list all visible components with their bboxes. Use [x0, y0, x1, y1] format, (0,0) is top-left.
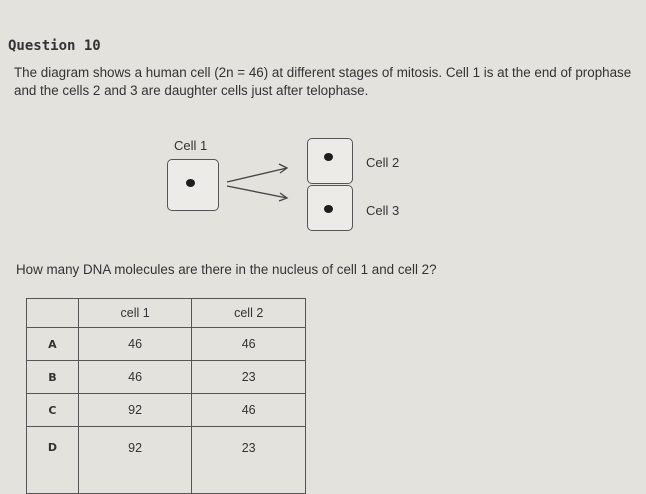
answer-row-a[interactable] [27, 328, 306, 361]
cell-2-value: 23 [192, 427, 306, 494]
answer-row-d[interactable] [27, 427, 306, 494]
cell-3-nucleus [324, 205, 333, 213]
header-blank [27, 299, 79, 328]
cell-2-value: 46 [192, 328, 306, 361]
cell-1-value: 92 [78, 427, 192, 494]
option-letter[interactable]: C [27, 394, 79, 427]
cell-1-box [167, 159, 219, 211]
cell-2-value: 23 [192, 361, 306, 394]
option-letter[interactable]: B [27, 361, 79, 394]
cell-2-box [307, 138, 353, 184]
answer-table-header [27, 299, 306, 328]
cell-3-box [307, 185, 353, 231]
option-letter[interactable]: A [27, 328, 79, 361]
header-cell-2: cell 2 [192, 299, 306, 328]
cell-2-nucleus [324, 153, 333, 161]
question-prompt: How many DNA molecules are there in the nucleus of cell 1 and cell 2? [16, 262, 437, 277]
answer-table [26, 298, 306, 494]
cell-1-nucleus [186, 179, 195, 187]
option-letter[interactable]: D [27, 427, 79, 494]
cell-2-value: 46 [192, 394, 306, 427]
header-cell-1: cell 1 [78, 299, 192, 328]
cell-2-label: Cell 2 [366, 155, 400, 170]
cell-3-label: Cell 3 [366, 203, 400, 218]
question-title: Question 10 [8, 38, 101, 54]
arrow-to-cell-3 [227, 186, 287, 201]
division-arrows [225, 162, 295, 202]
arrow-to-cell-2 [227, 164, 287, 182]
question-intro: The diagram shows a human cell (2n = 46) at different stages of mitosis. Cell 1 is at the end of prophase and the cells 2 and 3 are daughter cells just after telophase. [14, 65, 632, 98]
answer-row-c[interactable] [27, 394, 306, 427]
cell-1-value: 92 [78, 394, 192, 427]
cell-1-value: 46 [78, 328, 192, 361]
cell-1-value: 46 [78, 361, 192, 394]
cell-1-label: Cell 1 [174, 138, 208, 153]
answer-row-b[interactable] [27, 361, 306, 394]
